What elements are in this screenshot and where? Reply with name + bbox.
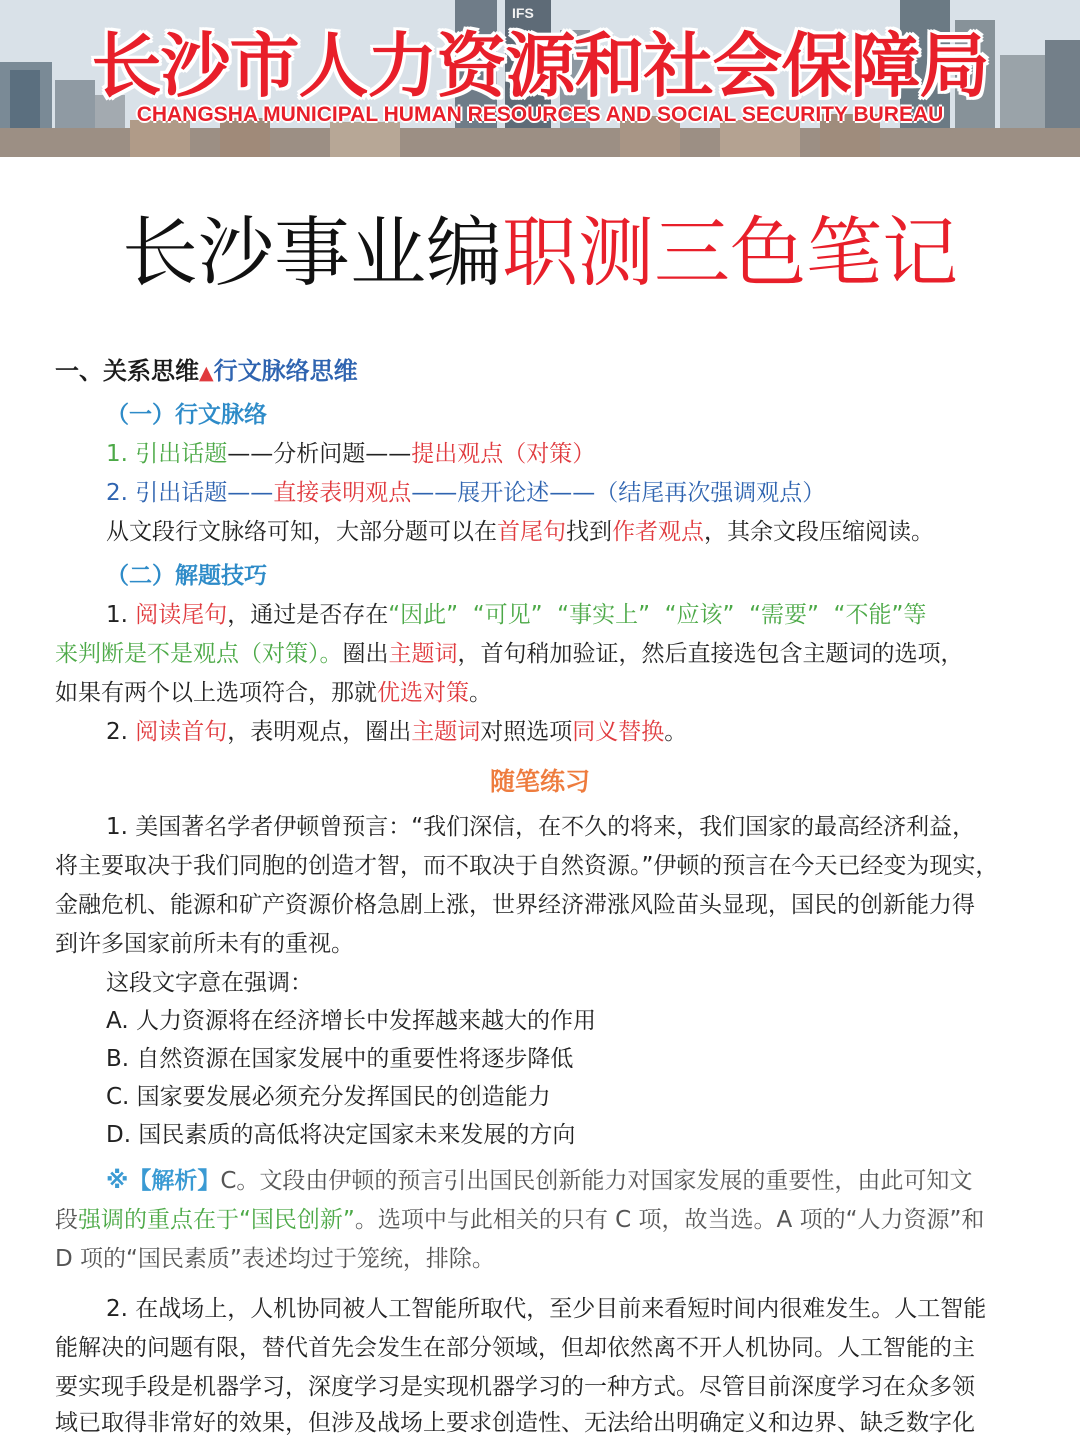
subheading-2: （二）解题技巧	[106, 563, 267, 589]
q2-line: 要实现手段是机器学习，深度学习是实现机器学习的一种方式。尽管目前深度学习在众多领	[55, 1374, 975, 1400]
q2-line: 2. 在战场上，人机协同被人工智能所取代，至少目前来看短时间内很难发生。人工智能	[106, 1296, 987, 1322]
technique-2: 2. 阅读首句，表明观点，圈出主题词对照选项同义替换。	[106, 719, 688, 745]
section-heading	[55, 352, 1025, 393]
analysis-mark: ※【解析】	[106, 1168, 221, 1194]
q1-analysis-line-1: ※【解析】C。文段由伊顿的预言引出国民创新能力对国家发展的重要性，由此可知文	[106, 1168, 973, 1194]
technique-1-line-3: 如果有两个以上选项符合，那就优选对策。	[55, 680, 492, 706]
q1-line: 金融危机、能源和矿产资源价格急剧上涨，世界经济滞涨风险苗头显现，国民的创新能力得	[55, 892, 975, 918]
q1-option-d: D. 国民素质的高低将决定国家未来发展的方向	[106, 1122, 576, 1148]
q1-line: 将主要取决于我们同胞的创造才智，而不取决于自然资源。”伊顿的预言在今天已经变为现实，	[55, 853, 999, 879]
header-banner	[0, 0, 1080, 157]
bureau-name: 长沙市人力资源和社会保障局	[91, 25, 989, 107]
technique-1-line-2: 来判断是不是观点（对策）。圈出主题词，首句稍加验证，然后直接选包含主题词的选项，	[55, 641, 964, 667]
triangle-icon: ▲	[199, 362, 214, 384]
section-name: 行文脉络思维	[213, 357, 358, 385]
q1-stem: 这段文字意在强调：	[106, 970, 313, 996]
q1-analysis-line-3: D 项的“国民素质”表述均过于笼统，排除。	[55, 1246, 495, 1272]
ifs-sign: IFS	[512, 5, 534, 21]
bureau-name-english: CHANGSHA MUNICIPAL HUMAN RESOURCES AND SOCIAL SECURITY BUREAU	[136, 103, 944, 126]
q1-analysis-line-2: 段强调的重点在于“国民创新”。选项中与此相关的只有 C 项，故当选。A 项的“人力资源”和	[55, 1207, 985, 1233]
title-red-part: 职测三色笔记	[502, 208, 958, 297]
structure-line-1: 1. 引出话题——分析问题——提出观点（对策）	[106, 441, 596, 467]
structure-line-2: 2. 引出话题——直接表明观点——展开论述——（结尾再次强调观点）	[106, 480, 826, 506]
section-prefix: 一、关系思维	[55, 357, 199, 385]
q1-option-b: B. 自然资源在国家发展中的重要性将逐步降低	[106, 1046, 574, 1072]
q1-line: 到许多国家前所未有的重视。	[55, 931, 354, 957]
subheading-1: （一）行文脉络	[106, 402, 267, 428]
structure-summary: 从文段行文脉络可知，大部分题可以在首尾句找到作者观点，其余文段压缩阅读。	[106, 519, 934, 545]
technique-1-line-1: 1. 阅读尾句，通过是否存在“因此” “可见” “事实上” “应该” “需要” “不能”等	[106, 602, 927, 628]
title-black-part: 长沙事业编	[122, 208, 502, 297]
q1-option-c: C. 国家要发展必须充分发挥国民的创造能力	[106, 1084, 551, 1110]
page-title	[0, 208, 1080, 298]
q1-option-a: A. 人力资源将在经济增长中发挥越来越大的作用	[106, 1008, 596, 1034]
practice-heading: 随笔练习	[489, 767, 590, 796]
q2-line: 域已取得非常好的效果，但涉及战场上要求创造性、无法给出明确定义和边界、缺乏数字化	[55, 1410, 975, 1436]
q1-line: 1. 美国著名学者伊顿曾预言：“我们深信，在不久的将来，我们国家的最高经济利益，	[106, 814, 976, 840]
q2-line: 能解决的问题有限，替代首先会发生在部分领域，但却依然离不开人机协同。人工智能的主	[55, 1335, 975, 1361]
